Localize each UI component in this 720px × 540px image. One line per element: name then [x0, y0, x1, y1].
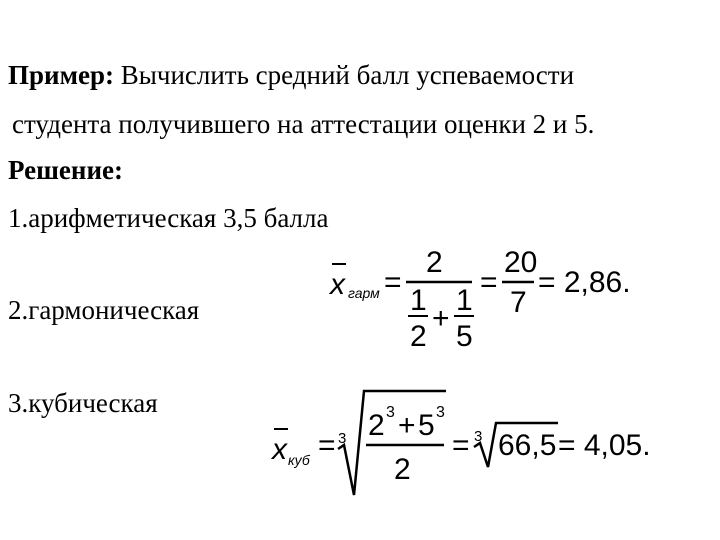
arithmetic-mean-line: 1.арифметическая 3,5 балла	[8, 203, 329, 233]
example-label: Пример:	[8, 60, 114, 90]
term1-num: 1	[410, 284, 427, 317]
equals-sign: =	[318, 429, 336, 462]
example-text: Вычислить средний балл успеваемости	[113, 60, 575, 90]
cubic-result: = 4,05.	[558, 429, 651, 462]
harmonic-formula	[320, 238, 680, 368]
exp-3b: 3	[436, 404, 445, 421]
cubic-subscript: куб	[288, 452, 310, 468]
exp-3a: 3	[386, 404, 395, 421]
fraction2-den: 7	[510, 286, 527, 319]
example-line-2: студента получившего на аттестации оценки 2 и 5.	[12, 109, 595, 139]
root-index: 3	[338, 430, 347, 447]
cubic-var: x	[272, 433, 287, 466]
plus-sign: +	[432, 302, 450, 335]
solution-label: Решение:	[8, 155, 123, 185]
equals-sign-2: =	[480, 266, 498, 299]
cubic-formula	[268, 383, 688, 513]
example-line	[8, 60, 574, 91]
denominator: 2	[394, 453, 411, 486]
term2-den: 5	[456, 320, 473, 353]
harmonic-result: = 2,86.	[538, 266, 631, 299]
fraction2-num: 20	[504, 246, 538, 279]
harmonic-var: x	[330, 268, 345, 301]
term1-den: 2	[410, 320, 427, 353]
numerator: 2	[426, 246, 443, 279]
equals-sign: =	[384, 266, 402, 299]
root-index-2: 3	[474, 428, 483, 445]
cubic-mean-label: 3.кубическая	[8, 388, 158, 418]
radicand: 66,5	[498, 429, 557, 462]
term2-num: 1	[456, 284, 473, 317]
plus-sign: +	[398, 409, 416, 442]
base-5: 5	[418, 409, 435, 442]
harmonic-mean-label: 2.гармоническая	[8, 295, 200, 325]
harmonic-subscript: гарм	[348, 285, 380, 301]
equals-sign-2: =	[452, 429, 470, 462]
base-2: 2	[368, 409, 385, 442]
